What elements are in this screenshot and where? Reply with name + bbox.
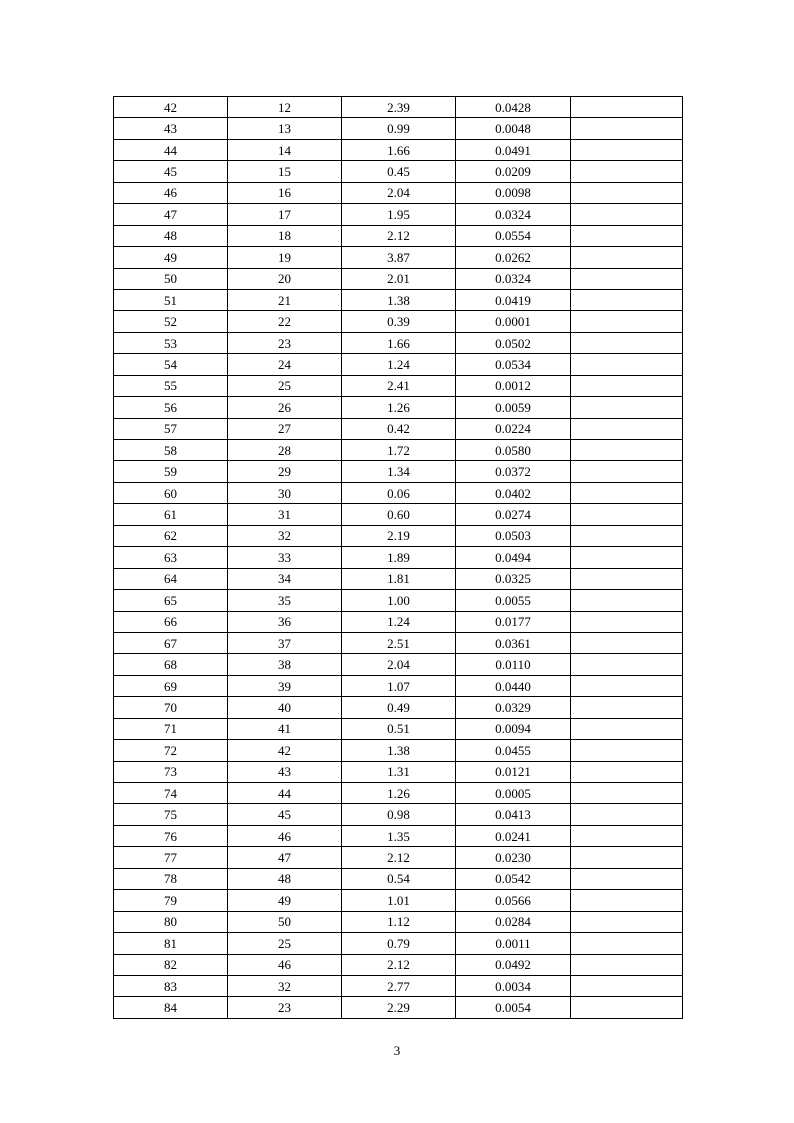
table-cell: 41 <box>228 718 342 739</box>
table-row <box>114 761 683 782</box>
table-cell: 2.12 <box>342 847 456 868</box>
table-cell: 59 <box>114 461 228 482</box>
table-cell <box>571 611 683 632</box>
table-cell: 50 <box>228 911 342 932</box>
table-cell: 0.0324 <box>456 268 571 289</box>
table-row <box>114 975 683 996</box>
table-cell: 0.0011 <box>456 933 571 954</box>
table-cell <box>571 97 683 118</box>
table-cell <box>571 375 683 396</box>
table-cell: 16 <box>228 182 342 203</box>
table-cell: 0.0001 <box>456 311 571 332</box>
table-cell <box>571 332 683 353</box>
table-cell <box>571 761 683 782</box>
table-cell <box>571 890 683 911</box>
table-cell: 0.0361 <box>456 632 571 653</box>
table-row <box>114 825 683 846</box>
table-cell <box>571 461 683 482</box>
table-cell: 21 <box>228 289 342 310</box>
table-cell: 0.0494 <box>456 547 571 568</box>
table-cell: 39 <box>228 675 342 696</box>
table-cell: 0.0034 <box>456 975 571 996</box>
table-cell: 22 <box>228 311 342 332</box>
table-cell <box>571 418 683 439</box>
table-cell <box>571 783 683 804</box>
table-row <box>114 632 683 653</box>
table-cell: 71 <box>114 718 228 739</box>
table-row <box>114 461 683 482</box>
table-row <box>114 568 683 589</box>
table-cell: 74 <box>114 783 228 804</box>
table-cell: 0.0428 <box>456 97 571 118</box>
table-cell: 53 <box>114 332 228 353</box>
table-cell: 27 <box>228 418 342 439</box>
table-cell: 37 <box>228 632 342 653</box>
table-cell: 78 <box>114 868 228 889</box>
table-cell: 46 <box>114 182 228 203</box>
table-cell: 25 <box>228 375 342 396</box>
table-cell: 0.0262 <box>456 247 571 268</box>
table-cell: 1.38 <box>342 289 456 310</box>
table-row <box>114 182 683 203</box>
table-cell: 0.0329 <box>456 697 571 718</box>
table-cell: 0.49 <box>342 697 456 718</box>
table-cell: 13 <box>228 118 342 139</box>
table-cell <box>571 504 683 525</box>
table-cell: 81 <box>114 933 228 954</box>
table-row <box>114 804 683 825</box>
table-cell: 0.0209 <box>456 161 571 182</box>
table-cell: 77 <box>114 847 228 868</box>
table-cell: 0.0098 <box>456 182 571 203</box>
table-cell: 0.60 <box>342 504 456 525</box>
table-cell <box>571 590 683 611</box>
table-cell: 0.39 <box>342 311 456 332</box>
table-row <box>114 332 683 353</box>
table-cell <box>571 204 683 225</box>
table-cell: 47 <box>228 847 342 868</box>
table-row <box>114 397 683 418</box>
table-cell: 0.0503 <box>456 525 571 546</box>
table-cell: 0.42 <box>342 418 456 439</box>
table-cell: 73 <box>114 761 228 782</box>
table-cell: 0.98 <box>342 804 456 825</box>
table-cell: 45 <box>114 161 228 182</box>
table-cell: 72 <box>114 740 228 761</box>
table-row <box>114 997 683 1018</box>
table-row <box>114 718 683 739</box>
table-cell: 84 <box>114 997 228 1018</box>
table-row <box>114 97 683 118</box>
table-cell: 17 <box>228 204 342 225</box>
table-cell: 0.0542 <box>456 868 571 889</box>
table-cell: 0.0055 <box>456 590 571 611</box>
table-row <box>114 289 683 310</box>
table-cell: 12 <box>228 97 342 118</box>
table-cell: 0.99 <box>342 118 456 139</box>
table-body <box>114 97 683 1019</box>
table-cell: 0.0284 <box>456 911 571 932</box>
table-cell: 2.29 <box>342 997 456 1018</box>
table-cell <box>571 268 683 289</box>
table-cell: 2.41 <box>342 375 456 396</box>
table-cell: 15 <box>228 161 342 182</box>
table-cell <box>571 397 683 418</box>
table-cell: 48 <box>114 225 228 246</box>
table-cell: 0.0177 <box>456 611 571 632</box>
table-cell: 0.0241 <box>456 825 571 846</box>
table-cell: 63 <box>114 547 228 568</box>
table-row <box>114 847 683 868</box>
table-cell: 49 <box>228 890 342 911</box>
table-cell: 42 <box>114 97 228 118</box>
table-cell: 20 <box>228 268 342 289</box>
table-cell: 2.12 <box>342 225 456 246</box>
table-cell: 70 <box>114 697 228 718</box>
table-cell: 38 <box>228 654 342 675</box>
table-cell: 44 <box>228 783 342 804</box>
table-cell: 68 <box>114 654 228 675</box>
table-cell: 1.24 <box>342 354 456 375</box>
table-row <box>114 418 683 439</box>
table-cell: 66 <box>114 611 228 632</box>
table-cell: 76 <box>114 825 228 846</box>
table-cell: 35 <box>228 590 342 611</box>
table-cell <box>571 868 683 889</box>
table-cell: 42 <box>228 740 342 761</box>
table-cell: 0.0012 <box>456 375 571 396</box>
table-cell <box>571 997 683 1018</box>
table-cell <box>571 440 683 461</box>
table-row <box>114 740 683 761</box>
table-cell: 80 <box>114 911 228 932</box>
table-cell: 1.81 <box>342 568 456 589</box>
table-cell <box>571 568 683 589</box>
table-cell: 32 <box>228 975 342 996</box>
table-cell <box>571 975 683 996</box>
table-cell: 28 <box>228 440 342 461</box>
table-cell: 23 <box>228 997 342 1018</box>
table-cell: 0.0094 <box>456 718 571 739</box>
table-row <box>114 590 683 611</box>
table-cell: 69 <box>114 675 228 696</box>
table-cell: 1.66 <box>342 139 456 160</box>
table-cell <box>571 825 683 846</box>
table-cell: 2.04 <box>342 654 456 675</box>
table-cell <box>571 482 683 503</box>
table-cell: 0.0054 <box>456 997 571 1018</box>
table-cell <box>571 289 683 310</box>
table-cell: 0.0121 <box>456 761 571 782</box>
table-row <box>114 890 683 911</box>
table-cell: 1.66 <box>342 332 456 353</box>
table-cell: 0.0402 <box>456 482 571 503</box>
table-cell: 29 <box>228 461 342 482</box>
table-cell: 51 <box>114 289 228 310</box>
table-cell: 0.0059 <box>456 397 571 418</box>
table-cell: 0.0048 <box>456 118 571 139</box>
table-cell: 0.0274 <box>456 504 571 525</box>
table-cell: 2.51 <box>342 632 456 653</box>
table-cell <box>571 311 683 332</box>
table-row <box>114 697 683 718</box>
table-cell: 0.0502 <box>456 332 571 353</box>
table-cell: 0.0324 <box>456 204 571 225</box>
table-row <box>114 783 683 804</box>
table-row <box>114 247 683 268</box>
table-cell: 60 <box>114 482 228 503</box>
table-cell: 44 <box>114 139 228 160</box>
table-cell <box>571 718 683 739</box>
table-cell: 33 <box>228 547 342 568</box>
table-cell: 31 <box>228 504 342 525</box>
table-cell: 83 <box>114 975 228 996</box>
table-cell: 67 <box>114 632 228 653</box>
table-cell: 0.0492 <box>456 954 571 975</box>
table-cell: 82 <box>114 954 228 975</box>
table-cell: 1.38 <box>342 740 456 761</box>
table-cell: 0.51 <box>342 718 456 739</box>
table-cell: 2.01 <box>342 268 456 289</box>
table-cell: 48 <box>228 868 342 889</box>
table-cell: 43 <box>228 761 342 782</box>
table-cell: 0.0230 <box>456 847 571 868</box>
table-cell: 18 <box>228 225 342 246</box>
table-row <box>114 525 683 546</box>
table-cell: 34 <box>228 568 342 589</box>
table-cell: 19 <box>228 247 342 268</box>
table-cell: 1.07 <box>342 675 456 696</box>
table-row <box>114 268 683 289</box>
table-cell: 1.24 <box>342 611 456 632</box>
table-cell: 40 <box>228 697 342 718</box>
table-cell <box>571 911 683 932</box>
table-row <box>114 482 683 503</box>
table-row <box>114 954 683 975</box>
table-cell: 46 <box>228 825 342 846</box>
table-cell: 0.0372 <box>456 461 571 482</box>
table-cell <box>571 740 683 761</box>
table-row <box>114 161 683 182</box>
table-row <box>114 504 683 525</box>
table-cell <box>571 804 683 825</box>
table-cell <box>571 118 683 139</box>
table-cell <box>571 933 683 954</box>
table-cell: 0.0224 <box>456 418 571 439</box>
table-cell: 26 <box>228 397 342 418</box>
table-cell <box>571 697 683 718</box>
table-cell: 0.0419 <box>456 289 571 310</box>
table-row <box>114 118 683 139</box>
table-cell: 55 <box>114 375 228 396</box>
table-cell: 0.0005 <box>456 783 571 804</box>
table-cell: 49 <box>114 247 228 268</box>
table-cell <box>571 247 683 268</box>
table-row <box>114 225 683 246</box>
table-row <box>114 654 683 675</box>
table-cell: 52 <box>114 311 228 332</box>
table-cell: 1.26 <box>342 783 456 804</box>
table-cell: 0.0491 <box>456 139 571 160</box>
table-cell: 1.12 <box>342 911 456 932</box>
table-cell: 75 <box>114 804 228 825</box>
table-cell: 0.06 <box>342 482 456 503</box>
table-cell: 2.39 <box>342 97 456 118</box>
table-cell: 56 <box>114 397 228 418</box>
table-row <box>114 375 683 396</box>
table-cell: 0.0440 <box>456 675 571 696</box>
table-cell: 2.77 <box>342 975 456 996</box>
table-row <box>114 675 683 696</box>
table-cell: 50 <box>114 268 228 289</box>
table-row <box>114 354 683 375</box>
table-cell: 1.31 <box>342 761 456 782</box>
table-cell: 0.0413 <box>456 804 571 825</box>
table-cell: 1.35 <box>342 825 456 846</box>
table-cell: 14 <box>228 139 342 160</box>
table-cell: 1.72 <box>342 440 456 461</box>
table-cell: 64 <box>114 568 228 589</box>
table-cell: 2.19 <box>342 525 456 546</box>
table-cell: 1.26 <box>342 397 456 418</box>
data-table <box>113 96 683 1019</box>
table-cell: 54 <box>114 354 228 375</box>
table-cell: 0.0455 <box>456 740 571 761</box>
table-cell <box>571 525 683 546</box>
table-cell: 0.0580 <box>456 440 571 461</box>
table-cell: 25 <box>228 933 342 954</box>
table-cell: 0.0325 <box>456 568 571 589</box>
table-cell: 0.0110 <box>456 654 571 675</box>
table-cell <box>571 139 683 160</box>
table-row <box>114 440 683 461</box>
table-row <box>114 204 683 225</box>
table-cell: 79 <box>114 890 228 911</box>
table-row <box>114 547 683 568</box>
table-cell: 0.79 <box>342 933 456 954</box>
table-cell: 0.0566 <box>456 890 571 911</box>
table-row <box>114 611 683 632</box>
table-cell <box>571 675 683 696</box>
table-cell: 58 <box>114 440 228 461</box>
table-cell: 3.87 <box>342 247 456 268</box>
table-cell: 0.0534 <box>456 354 571 375</box>
table-cell: 0.54 <box>342 868 456 889</box>
table-cell: 43 <box>114 118 228 139</box>
page-number: 3 <box>393 1043 401 1058</box>
table-cell <box>571 847 683 868</box>
table-cell: 1.89 <box>342 547 456 568</box>
table-cell: 30 <box>228 482 342 503</box>
table-row <box>114 311 683 332</box>
table-cell <box>571 954 683 975</box>
table-cell: 23 <box>228 332 342 353</box>
table-row <box>114 139 683 160</box>
table-cell: 45 <box>228 804 342 825</box>
table-cell: 62 <box>114 525 228 546</box>
table-row <box>114 911 683 932</box>
table-cell: 46 <box>228 954 342 975</box>
table-cell: 24 <box>228 354 342 375</box>
table-cell <box>571 547 683 568</box>
table-cell <box>571 161 683 182</box>
table-cell: 1.95 <box>342 204 456 225</box>
table-cell: 47 <box>114 204 228 225</box>
table-cell: 61 <box>114 504 228 525</box>
table-cell: 32 <box>228 525 342 546</box>
table-cell: 57 <box>114 418 228 439</box>
table-row <box>114 868 683 889</box>
table-cell: 36 <box>228 611 342 632</box>
table-row <box>114 933 683 954</box>
table-cell <box>571 654 683 675</box>
table-cell: 2.12 <box>342 954 456 975</box>
table-cell <box>571 225 683 246</box>
table-cell: 0.0554 <box>456 225 571 246</box>
table-cell: 65 <box>114 590 228 611</box>
table-cell: 2.04 <box>342 182 456 203</box>
table-cell: 1.34 <box>342 461 456 482</box>
table-cell <box>571 354 683 375</box>
table-cell: 1.00 <box>342 590 456 611</box>
table-cell: 1.01 <box>342 890 456 911</box>
table-cell: 0.45 <box>342 161 456 182</box>
table-cell <box>571 182 683 203</box>
table-cell <box>571 632 683 653</box>
